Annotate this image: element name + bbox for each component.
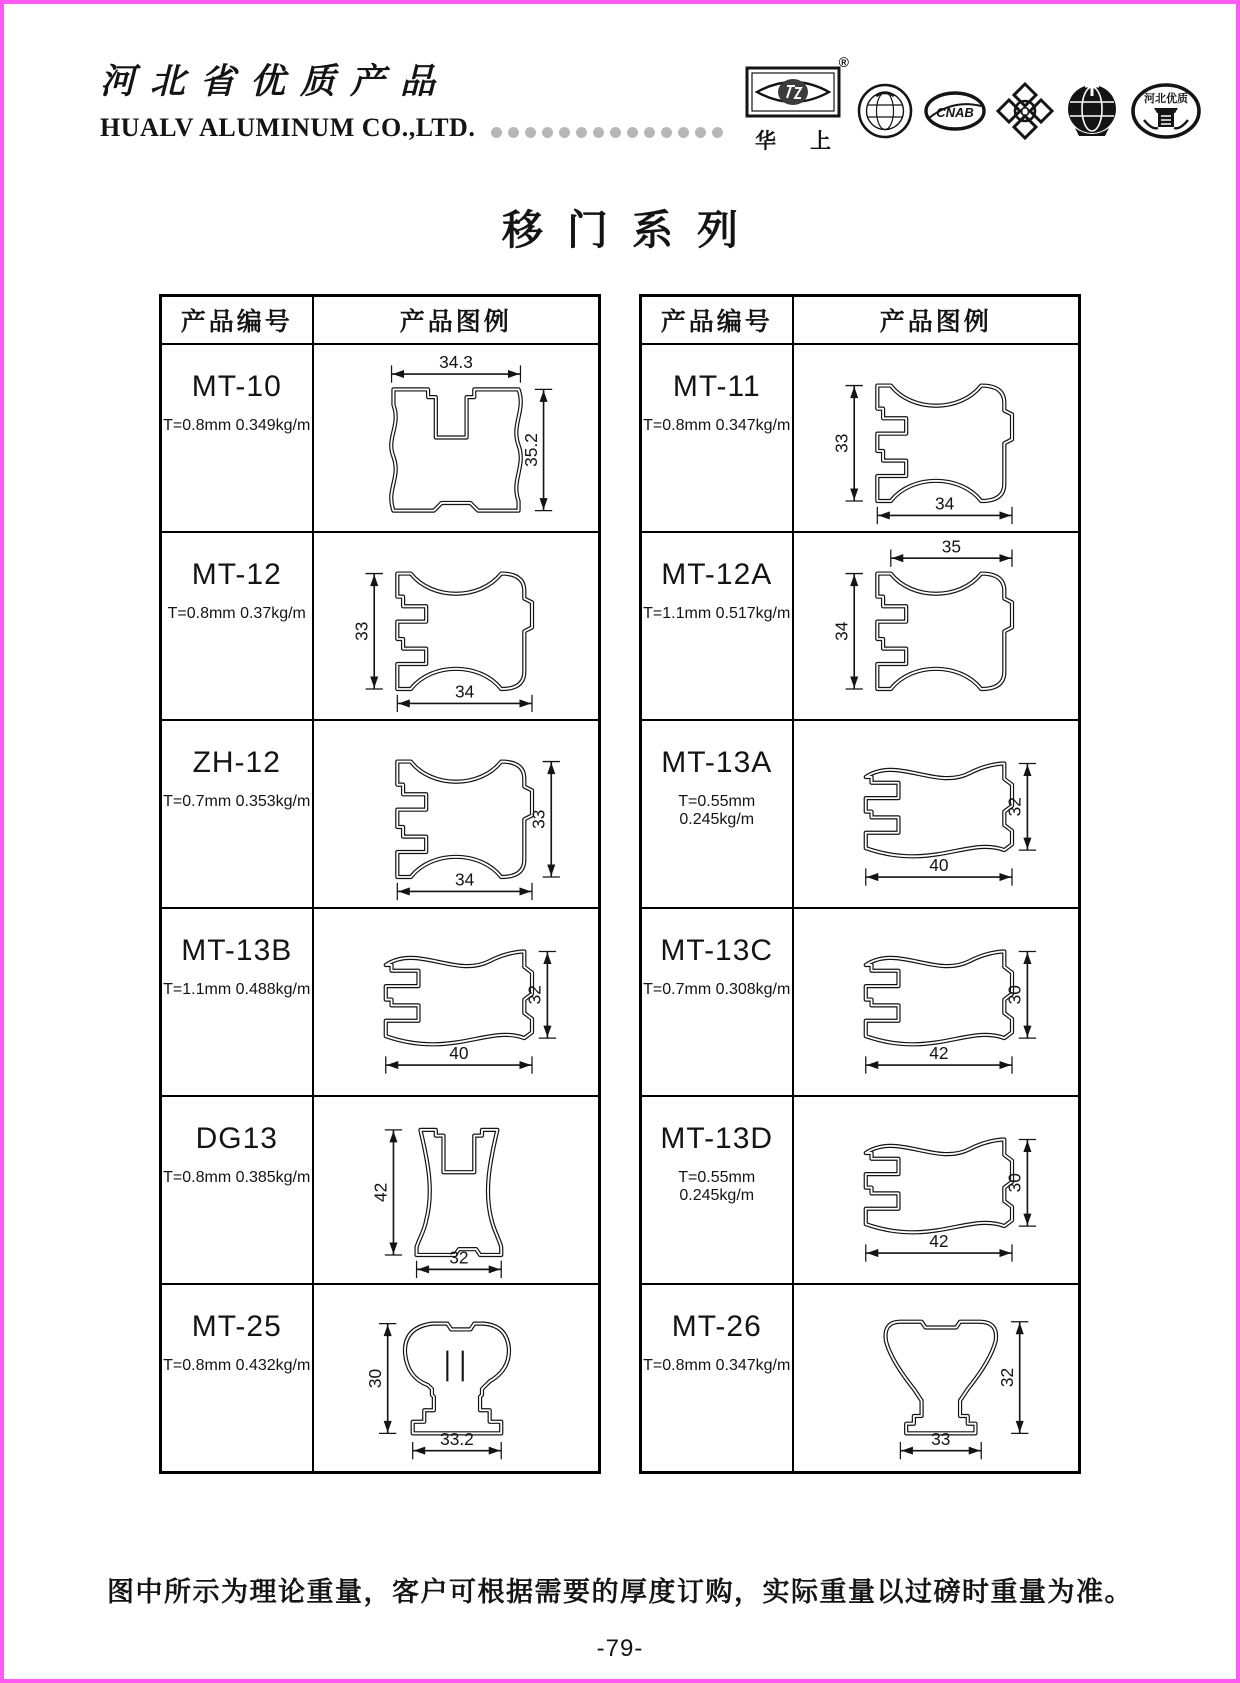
dimension-label: 32 (1004, 797, 1025, 817)
company-row (100, 113, 723, 143)
product-illustration-cell (313, 532, 600, 720)
mt-13a-profile-drawing (802, 725, 1070, 903)
decorative-dots (491, 127, 723, 138)
dot (712, 127, 723, 138)
mt-11-profile-drawing (802, 349, 1070, 527)
product-row (641, 532, 1080, 720)
dimension-label: 42 (929, 1043, 949, 1064)
dimension-label: 34 (934, 493, 955, 514)
product-id-cell (641, 532, 793, 720)
dimension-label: 30 (364, 1368, 385, 1389)
mt-12a-profile-drawing (802, 537, 1070, 715)
product-illustration-cell (793, 344, 1080, 532)
product-spec: T=0.7mm 0.353kg/m (163, 793, 311, 810)
column-header-illustration: 产品图例 (793, 296, 1080, 345)
product-spec: T=0.8mm 0.37kg/m (167, 605, 306, 622)
dimension-label: 40 (449, 1043, 469, 1064)
dimension-label: 35.2 (520, 433, 541, 467)
product-id: MT-11 (672, 370, 761, 403)
dimension-label: 33 (528, 809, 549, 829)
dot (576, 127, 587, 138)
product-illustration-cell (793, 1284, 1080, 1473)
dimension-label: 34.3 (438, 352, 473, 373)
product-spec: T=0.8mm 0.347kg/m (643, 417, 791, 434)
product-spec: T=0.8mm 0.349kg/m (163, 417, 311, 434)
product-spec: T=0.7mm 0.308kg/m (643, 981, 791, 998)
product-id-cell (161, 908, 313, 1096)
brand-char-hua: 华 (755, 129, 776, 153)
svg-text:Q: Q (1019, 103, 1031, 119)
mt-25-profile-drawing (322, 1289, 590, 1467)
product-illustration-cell (313, 1284, 600, 1473)
mt-12-profile-drawing (322, 537, 590, 715)
product-id: MT-12 (191, 558, 282, 591)
dot (559, 127, 570, 138)
dot (508, 127, 519, 138)
product-row (161, 1096, 600, 1284)
dg13-profile-drawing (322, 1101, 590, 1279)
product-illustration-cell (793, 1096, 1080, 1284)
svg-text:CNAB: CNAB (936, 104, 974, 120)
dot (678, 127, 689, 138)
product-id-cell (161, 344, 313, 532)
hand-globe-logo (1063, 82, 1121, 140)
header-left (100, 54, 723, 143)
product-id: MT-13D (660, 1122, 774, 1155)
product-row (161, 720, 600, 908)
product-illustration-cell (313, 720, 600, 908)
dimension-label: 42 (929, 1231, 949, 1252)
product-id: MT-13A (661, 746, 773, 779)
product-id: MT-13C (660, 934, 774, 967)
cn-quality-title: 河北省优质产品 (100, 62, 451, 101)
mt-10-profile-drawing (322, 349, 590, 527)
product-spec: T=1.1mm 0.488kg/m (163, 981, 311, 998)
product-id-cell (641, 344, 793, 532)
right-product-table (639, 294, 1081, 1474)
product-illustration-cell (313, 908, 600, 1096)
cnab-logo (923, 89, 987, 133)
product-row (641, 344, 1080, 532)
product-row (161, 1284, 600, 1473)
dimension-label: 33 (351, 621, 372, 641)
product-row (161, 908, 600, 1096)
page-title: 移门系列 (502, 207, 762, 253)
product-id-cell (161, 1096, 313, 1284)
brand-caption (745, 125, 841, 155)
dimension-label: 33 (831, 433, 852, 453)
product-id: MT-13B (181, 934, 293, 967)
dot (644, 127, 655, 138)
dimension-label: 30 (1004, 985, 1025, 1005)
column-header-illustration: 产品图例 (313, 296, 600, 345)
product-row (641, 1284, 1080, 1473)
dimension-label: 30 (1004, 1173, 1025, 1193)
product-illustration-cell (793, 908, 1080, 1096)
dot (593, 127, 604, 138)
product-spec: T=0.8mm 0.347kg/m (643, 1357, 791, 1374)
product-id-cell (161, 1284, 313, 1473)
mt-26-profile-drawing (802, 1289, 1070, 1467)
mt-13b-profile-drawing (322, 913, 590, 1091)
dot (525, 127, 536, 138)
product-id-cell (641, 1284, 793, 1473)
mt-13d-profile-drawing (802, 1101, 1070, 1279)
product-illustration-cell (793, 720, 1080, 908)
footnote: 图中所示为理论重量，客户可根据需要的厚度订购，实际重量以过磅时重量为准。 (107, 1577, 1133, 1607)
column-header-product-id: 产品编号 (641, 296, 793, 345)
product-id: MT-26 (671, 1310, 762, 1343)
product-illustration-cell (313, 344, 600, 532)
brand-char-shang: 上 (810, 129, 831, 153)
company-name: HUALV ALUMINUM CO.,LTD. (100, 113, 476, 142)
product-id: MT-25 (191, 1310, 282, 1343)
product-spec: T=0.55mm 0.245kg/m (678, 793, 756, 828)
product-tables (4, 294, 1236, 1474)
dimension-label: 34 (831, 621, 852, 641)
hebei-quality-oval-logo (1130, 82, 1202, 140)
dimension-label: 42 (370, 1182, 391, 1203)
dot (491, 127, 502, 138)
dot (542, 127, 553, 138)
product-id-cell (641, 1096, 793, 1284)
registered-trademark-mark: ® (838, 54, 849, 70)
page-number: -79- (596, 1635, 644, 1662)
dimension-label: 32 (996, 1367, 1017, 1388)
product-illustration-cell (793, 532, 1080, 720)
product-id-cell (161, 532, 313, 720)
dimension-label: 32 (524, 985, 545, 1005)
column-header-product-id: 产品编号 (161, 296, 313, 345)
left-product-table (159, 294, 601, 1474)
product-row (161, 344, 600, 532)
dimension-label: 33 (930, 1428, 951, 1449)
logo-strip (745, 54, 1202, 155)
dot (627, 127, 638, 138)
product-id: ZH-12 (192, 746, 281, 779)
dot (695, 127, 706, 138)
product-spec: T=0.8mm 0.385kg/m (163, 1169, 311, 1186)
product-row (161, 532, 600, 720)
dimension-label: 34 (454, 869, 475, 890)
product-spec: T=1.1mm 0.517kg/m (643, 605, 791, 622)
dot (610, 127, 621, 138)
quality-q-logo (996, 82, 1054, 140)
hualv-eye-logo (745, 66, 841, 118)
page-header (4, 4, 1236, 155)
product-row (641, 720, 1080, 908)
product-id-cell (161, 720, 313, 908)
product-id: MT-12A (661, 558, 773, 591)
dimension-label: 40 (929, 855, 949, 876)
product-id: DG13 (195, 1122, 278, 1155)
table-header-row (161, 296, 600, 345)
product-spec: T=0.8mm 0.432kg/m (163, 1357, 311, 1374)
table-header-row (641, 296, 1080, 345)
left-table-body (161, 344, 600, 1473)
dot (661, 127, 672, 138)
zh-12-profile-drawing (322, 725, 590, 903)
product-illustration-cell (313, 1096, 600, 1284)
product-id-cell (641, 908, 793, 1096)
hualv-brand-logo (745, 54, 849, 155)
product-row (641, 908, 1080, 1096)
dimension-label: 35 (941, 537, 961, 557)
product-id: MT-10 (191, 370, 282, 403)
right-table-body (641, 344, 1080, 1473)
dimension-label: 32 (449, 1247, 469, 1268)
mt-13c-profile-drawing (802, 913, 1070, 1091)
dimension-label: 34 (454, 681, 475, 702)
product-spec: T=0.55mm 0.245kg/m (678, 1169, 756, 1204)
svg-text:河北优质: 河北优质 (1144, 92, 1188, 105)
product-row (641, 1096, 1080, 1284)
dimension-label: 33.2 (439, 1428, 474, 1449)
product-id-cell (641, 720, 793, 908)
certification-globe-logo (856, 82, 914, 140)
